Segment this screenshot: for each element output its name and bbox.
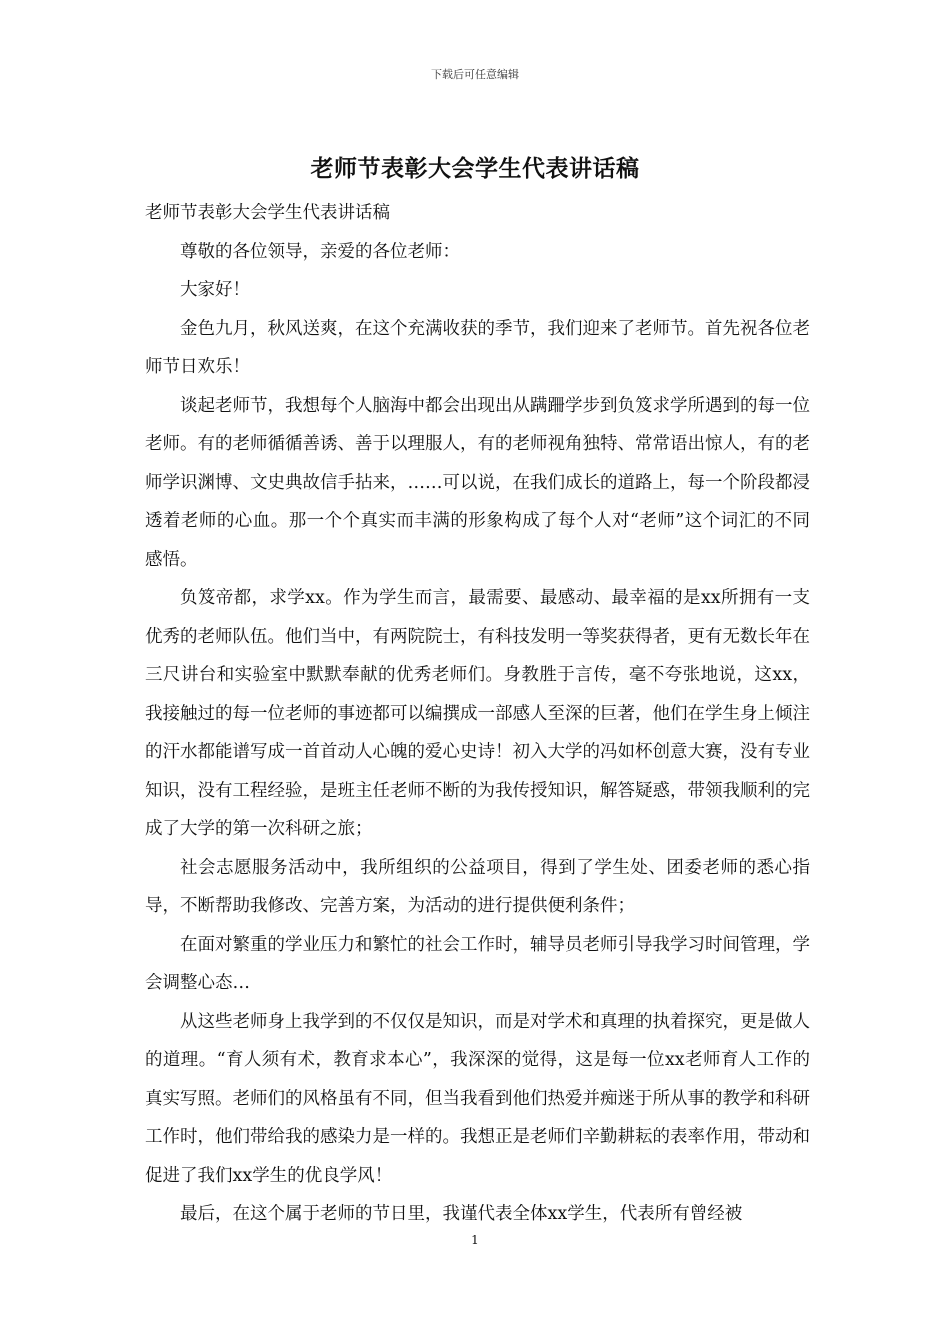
body-paragraph: 金色九月，秋风送爽，在这个充满收获的季节，我们迎来了老师节。首先祝各位老师节日欢乐！ bbox=[145, 318, 810, 377]
subtitle-paragraph: 老师节表彰大会学生代表讲话稿 bbox=[145, 203, 390, 223]
document-title: 老师节表彰大会学生代表讲话稿 bbox=[310, 155, 640, 182]
body-paragraph: 最后，在这个属于老师的节日里，我谨代表全体xx学生，代表所有曾经被 bbox=[180, 1204, 743, 1224]
greeting-paragraph: 大家好！ bbox=[180, 280, 250, 300]
body-paragraph: 负笈帝都，求学xx。作为学生而言，最需要、最感动、最幸福的是xx所拥有一支优秀的老师队伍。他们当中，有两院院士，有科技发明一等奖获得者，更有无数长年在三尺讲台和实验室中默默奉献的优秀老师们。身教胜于言传，毫不夸张地说，这xx，我接触过的每一位老师的事迹都可以编撰成一部感人至深的巨著，他们在学生身上倾注的汗水都能谱写成一首首动人心魄的爱心史诗！初入大学的冯如杯创意大赛，没有专业知识，没有工程经验，是班主任老师不断的为我传授知识，解答疑惑，带领我顺利的完成了大学的第一次科研之旅； bbox=[145, 588, 810, 839]
body-paragraph: 在面对繁重的学业压力和繁忙的社会工作时，辅导员老师引导我学习时间管理，学会调整心态… bbox=[145, 934, 810, 993]
document-body bbox=[145, 194, 810, 1234]
body-paragraph: 社会志愿服务活动中，我所组织的公益项目，得到了学生处、团委老师的悉心指导，不断帮助我修改、完善方案，为活动的进行提供便利条件； bbox=[145, 857, 810, 916]
body-paragraph: 从这些老师身上我学到的不仅仅是知识，而是对学术和真理的执着探究，更是做人的道理。“育人须有术，教育求本心”，我深深的觉得，这是每一位xx老师育人工作的真实写照。老师们的风格虽有不同，但当我看到他们热爱并痴迷于所从事的教学和科研工作时，他们带给我的感染力是一样的。我想正是老师们辛勤耕耘的表率作用，带动和促进了我们xx学生的优良学风！ bbox=[145, 1011, 810, 1186]
page-number: 1 bbox=[471, 1233, 479, 1247]
body-paragraph: 谈起老师节，我想每个人脑海中都会出现出从蹒跚学步到负笈求学所遇到的每一位老师。有的老师循循善诱、善于以理服人，有的老师视角独特、常常语出惊人，有的老师学识渊博、文史典故信手拈来，……可以说，在我们成长的道路上，每一个阶段都浸透着老师的心血。那一个个真实而丰满的形象构成了每个人对“老师”这个词汇的不同感悟。 bbox=[145, 395, 810, 570]
header-note: 下载后可任意编辑 bbox=[431, 68, 519, 81]
salutation-paragraph: 尊敬的各位领导，亲爱的各位老师： bbox=[180, 241, 460, 262]
